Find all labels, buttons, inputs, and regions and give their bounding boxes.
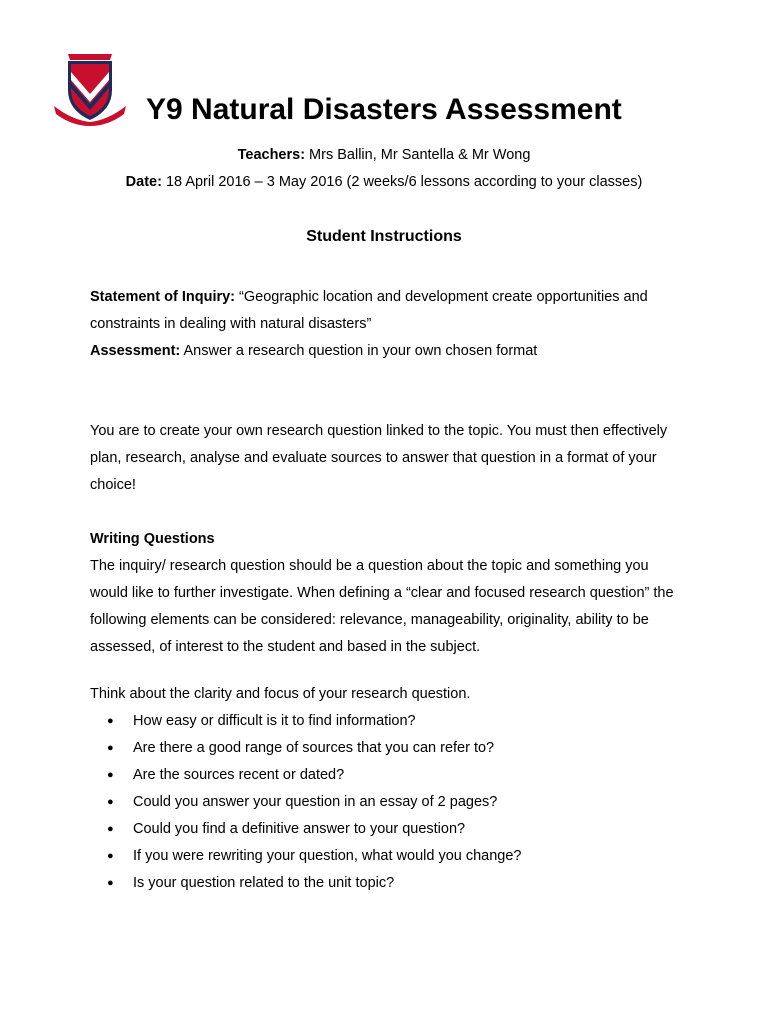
bullet-icon: ● (107, 769, 114, 781)
bullet-icon: ● (107, 877, 114, 889)
list-item: ● Is your question related to the unit topic? (90, 870, 522, 897)
inquiry-label: Statement of Inquiry: (90, 289, 236, 305)
clarity-intro: Think about the clarity and focus of your research question. (90, 686, 471, 702)
assessment-line (90, 338, 690, 365)
teachers-value: Mrs Ballin, Mr Santella & Mr Wong (305, 147, 531, 163)
instructions-heading: Student Instructions (306, 228, 462, 245)
bullet-icon: ● (107, 796, 114, 808)
date-line (0, 172, 768, 192)
list-item: ● Could you find a definitive answer to your question? (90, 816, 522, 843)
assessment-text: Answer a research question in your own chosen format (180, 343, 538, 359)
list-item: ● Are the sources recent or dated? (90, 762, 522, 789)
teachers-line (0, 145, 768, 165)
school-crest-logo (52, 50, 128, 126)
list-item: ● Could you answer your question in an essay of 2 pages? (90, 789, 522, 816)
list-item: ● Are there a good range of sources that you can refer to? (90, 735, 522, 762)
bullet-icon: ● (107, 850, 114, 862)
list-item: ● If you were rewriting your question, what would you change? (90, 843, 522, 870)
intro-paragraph: You are to create your own research question linked to the topic. You must then effectively plan, research, analyse and evaluate sources to answer that question in a format of your choice! (90, 423, 668, 493)
writing-questions-heading: Writing Questions (90, 531, 215, 547)
assessment-label: Assessment: (90, 343, 181, 359)
inquiry-text: “Geographic location and development create opportunities and constraints in dealing with natural disasters” (90, 289, 648, 332)
bullet-icon: ● (107, 823, 114, 835)
writing-questions-paragraph: The inquiry/ research question should be a question about the topic and something you would like to further investigate. When defining a “clear and focused research question” the following elements can be considered: relevance, manageability, originality, ability to be assessed, of interest to the student and based in the subject. (90, 558, 674, 655)
clarity-checklist (90, 708, 522, 897)
bullet-icon: ● (107, 715, 114, 727)
teachers-label: Teachers: (237, 147, 306, 163)
date-value: 18 April 2016 – 3 May 2016 (2 weeks/6 lessons according to your classes) (161, 174, 643, 190)
list-item: ● How easy or difficult is it to find information? (90, 708, 522, 735)
statement-of-inquiry (90, 284, 690, 338)
bullet-icon: ● (107, 742, 114, 754)
page-title: Y9 Natural Disasters Assessment (146, 93, 622, 126)
date-label: Date: (125, 174, 162, 190)
